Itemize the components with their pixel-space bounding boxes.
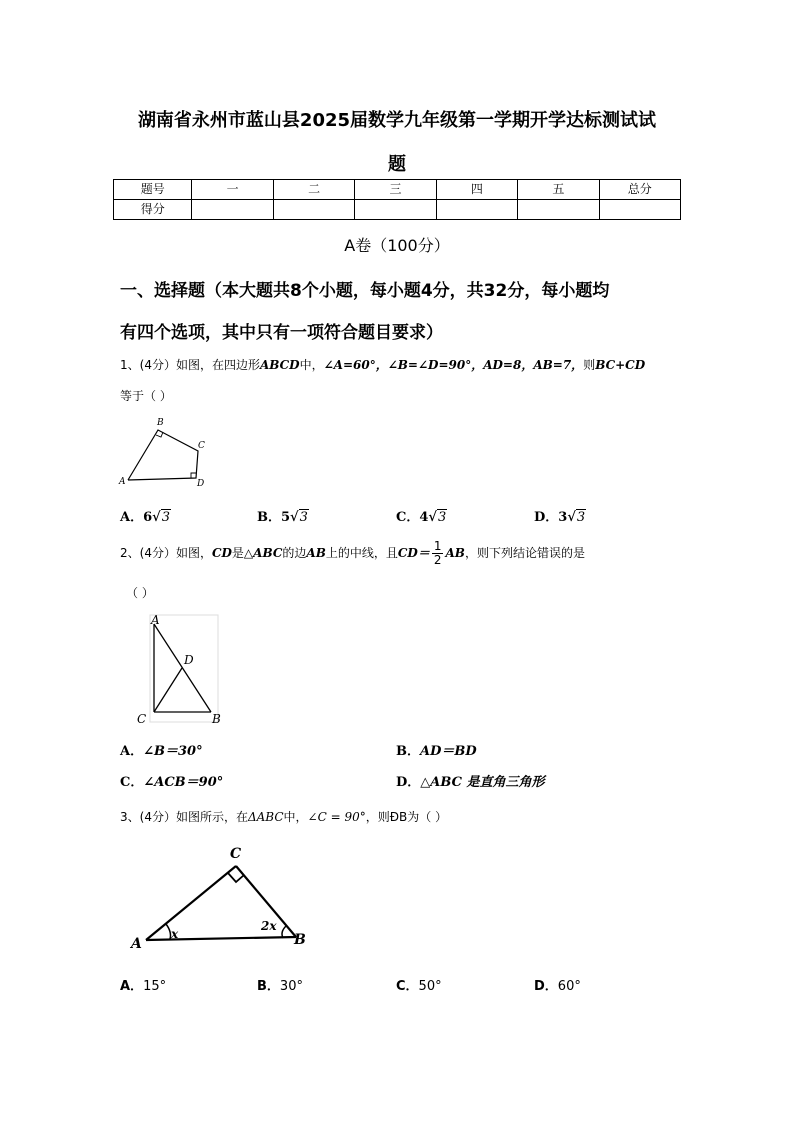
q2-option-a[interactable] (120, 740, 203, 759)
q1-option-d-label: D． (534, 510, 559, 525)
q2-label-a: A (151, 613, 160, 627)
q1-cond3: AD=8，AB=7， (483, 358, 584, 372)
q3-label-a: A (131, 936, 142, 952)
q1-mid: 中， (299, 358, 324, 372)
page-title-continued: 题 (388, 154, 406, 175)
q1-option-c[interactable] (396, 506, 447, 525)
q2-option-a-text: ∠B＝30° (143, 744, 203, 759)
q1-option-c-label: C． (396, 510, 420, 525)
q2-option-d[interactable] (396, 771, 544, 790)
q3-condition: ∠C = 90° (307, 810, 366, 824)
q3-option-b-text: 30° (279, 979, 303, 994)
q1-option-a-radicand: 3 (161, 510, 170, 525)
q3-right-angle-c (228, 873, 244, 882)
q1-option-a-coef: 6 (143, 510, 153, 525)
q2-prefix: 2、(4分）如图， (120, 546, 212, 560)
question-2-stem (120, 540, 585, 567)
q2-option-a-label: A． (120, 744, 144, 759)
q3-option-b[interactable] (257, 975, 303, 994)
q1-option-b-coef: 5 (281, 510, 291, 525)
q1-label-c: C (198, 441, 205, 451)
q1-label-a: A (119, 477, 126, 487)
q1-ask: BC+CD (595, 358, 646, 372)
q1-ask-pre: 则 (583, 358, 596, 372)
q1-option-c-radicand: 3 (437, 510, 447, 525)
score-header-cell: 二 (273, 180, 354, 200)
q2-option-d-label: D． (396, 775, 421, 790)
q3-option-b-label: B． (257, 979, 280, 994)
q2-option-b[interactable] (396, 740, 477, 759)
q3-triangle-figure (126, 842, 316, 954)
q3-prefix: 3、(4分）如图所示，在 (120, 810, 248, 824)
score-header-cell: 总分 (599, 180, 680, 200)
q1-cond1: ∠A=60°， (323, 358, 388, 372)
score-cell[interactable] (518, 200, 599, 220)
q3-option-c[interactable] (396, 975, 442, 994)
q2-option-b-label: B． (396, 744, 420, 759)
score-row-label: 得分 (114, 200, 192, 220)
q1-option-b[interactable] (257, 506, 309, 525)
q1-option-d[interactable] (534, 506, 586, 525)
q3-label-b: B (294, 932, 306, 948)
q3-label-2x: 2x (261, 919, 277, 933)
q2-option-c[interactable] (120, 771, 223, 790)
sqrt-symbol: √3 (428, 510, 447, 525)
q3-option-c-label: C． (396, 979, 419, 994)
q2-option-b-text: AD＝BD (420, 744, 477, 759)
q1-option-b-label: B． (257, 510, 281, 525)
score-header-cell: 三 (355, 180, 436, 200)
score-table (113, 179, 681, 220)
section-heading-continued: 有四个选项，其中只有一项符合题目要求） (120, 323, 443, 343)
q3-option-a-label: A． (120, 979, 144, 994)
score-cell[interactable] (273, 200, 354, 220)
q3-option-d-label: D． (534, 979, 558, 994)
q1-label-b: B (157, 418, 164, 428)
q1-right-angle-d (191, 473, 196, 478)
q3-label-x: x (171, 927, 179, 941)
q2-option-c-text: ∠ACB＝90° (143, 775, 224, 790)
q2-fraction (432, 540, 444, 567)
q3-side-ab (146, 937, 296, 940)
q1-option-c-coef: 4 (419, 510, 429, 525)
q1-option-a[interactable] (120, 506, 171, 525)
q2-fraction-numerator: 1 (433, 539, 442, 553)
q3-triangle: ΔABC (247, 810, 284, 824)
volume-label: A卷（100分） (344, 236, 450, 255)
sqrt-symbol: √3 (290, 510, 308, 525)
question-2-stem-continued: （ ） (126, 586, 154, 600)
question-3-stem (120, 808, 447, 825)
q3-option-a-text: 15° (143, 979, 167, 994)
q2-eq: CD＝ (397, 546, 430, 560)
q1-shape: ABCD (259, 358, 300, 372)
q3-angle-arc-a (166, 924, 171, 939)
q3-option-c-text: 50° (418, 979, 442, 994)
q2-fraction-denominator: 2 (433, 553, 442, 567)
q2-mid2: 的边 (282, 546, 307, 560)
q1-option-d-radicand: 3 (576, 510, 586, 525)
q3-label-c: C (230, 846, 242, 862)
score-header-cell: 题号 (114, 180, 192, 200)
q2-abc: ABC (253, 546, 283, 560)
sqrt-symbol: √3 (567, 510, 586, 525)
q1-quadrilateral-figure (116, 416, 216, 488)
score-cell[interactable] (599, 200, 680, 220)
q2-label-d: D (184, 653, 194, 667)
q2-tail: ，则下列结论错误的是 (464, 546, 585, 560)
section-heading: 一、选择题（本大题共8个小题，每小题4分，共32分，每小题均 (120, 281, 610, 301)
q1-cond2: ∠B=∠D=90°， (387, 358, 484, 372)
q2-option-d-text: △ABC 是直角三角形 (420, 775, 545, 790)
question-1-stem (120, 356, 645, 373)
question-1-stem-continued: 等于（ ） (120, 389, 172, 403)
q1-label-d: D (197, 479, 205, 488)
page-title: 湖南省永州市蓝山县2025届数学九年级第一学期开学达标测试试 (137, 110, 657, 131)
q2-cd: CD (211, 546, 232, 560)
q3-mid: 中， (283, 810, 308, 824)
score-table-score-row (114, 200, 681, 220)
q2-label-c: C (137, 712, 147, 726)
score-table-header-row (114, 180, 681, 200)
q3-option-a[interactable] (120, 975, 166, 994)
q3-option-d-text: 60° (557, 979, 581, 994)
q1-prefix: 1、(4分）如图，在四边形 (120, 358, 260, 372)
score-header-cell: 一 (192, 180, 273, 200)
q2-mid1: 是△ (231, 546, 254, 560)
q2-mid3: 上的中线，且 (325, 546, 398, 560)
q1-quadrilateral-shape (128, 430, 198, 480)
q3-tail: ，则ÐB为（ ） (365, 810, 448, 824)
q2-option-c-label: C． (120, 775, 144, 790)
q2-label-b: B (212, 712, 221, 726)
q3-side-ac (146, 866, 236, 940)
q2-triangle-figure (132, 610, 226, 730)
score-cell[interactable] (192, 200, 273, 220)
q2-median-cd (154, 668, 182, 712)
score-header-cell: 四 (436, 180, 517, 200)
score-cell[interactable] (355, 200, 436, 220)
q1-option-b-radicand: 3 (299, 510, 308, 525)
q1-option-a-label: A． (120, 510, 144, 525)
q2-ab2: AB (445, 546, 465, 560)
sqrt-symbol: √3 (152, 510, 170, 525)
q1-option-d-coef: 3 (558, 510, 568, 525)
q3-option-d[interactable] (534, 975, 581, 994)
score-cell[interactable] (436, 200, 517, 220)
score-header-cell: 五 (518, 180, 599, 200)
q2-ab: AB (306, 546, 326, 560)
